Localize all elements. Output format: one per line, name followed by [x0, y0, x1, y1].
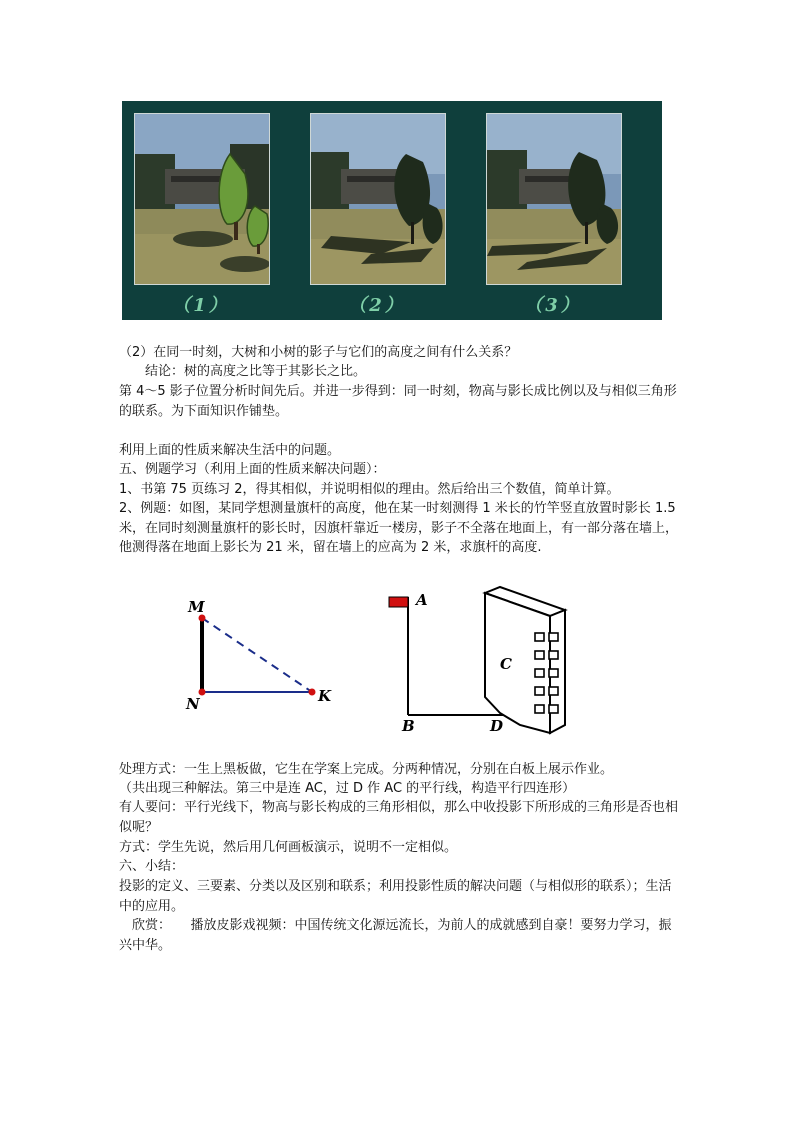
label-B: B	[402, 717, 415, 735]
question-2: （2）在同一时刻，大树和小树的影子与它们的高度之间有什么关系？	[119, 345, 518, 360]
example-2: 2、例题：如图，某同学想测量旗杆的高度，他在某一时刻测得 1 米长的竹竿竖直放置时影长 1.5 米，在同时刻测量旗杆的影长时，因旗杆靠近一楼房，影子不全落在地面上，有一部分落在墙上，他测得落在地面上影长为 21 米，留在墙上的应高为 2 米，求旗杆的高度.	[119, 501, 679, 555]
section-5-heading: 五、例题学习（利用上面的性质来解决问题）：	[119, 462, 386, 477]
flag-icon	[389, 597, 408, 607]
analysis-paragraph: 第 4～5 影子位置分析时间先后。并进一步得到：同一时刻，物高与影长成比例以及与相似三角形的联系。为下面知识作铺垫。	[119, 384, 677, 419]
point-K	[309, 689, 316, 696]
photo-1	[134, 113, 270, 285]
label-A: A	[416, 591, 428, 609]
label-C: C	[500, 655, 512, 673]
photo-label-1: （1）	[172, 295, 230, 316]
summary-paragraph: 投影的定义、三要素、分类以及区别和联系；利用投影性质的解决问题（与相似形的联系）；生活中的应用。	[119, 879, 672, 914]
handling-method: 处理方式：一生上黑板做，它生在学案上完成。分两种情况，分别在白板上展示作业。	[119, 762, 614, 777]
label-N: N	[186, 695, 200, 713]
ray-MK	[202, 618, 312, 692]
photo-2	[310, 113, 446, 285]
section-6-heading: 六、小结：	[119, 859, 185, 874]
transition-paragraph: 利用上面的性质来解决生活中的问题。	[119, 443, 341, 458]
photo-label-2: （2）	[348, 295, 406, 316]
label-M: M	[188, 598, 205, 616]
label-D: D	[490, 717, 504, 735]
central-projection-question: 有人要问：平行光线下，物高与影长构成的三角形相似，那么中收投影下所形成的三角形是否也相似呢？	[119, 800, 679, 835]
appreciation-paragraph: 欣赏： 播放皮影戏视频：中国传统文化源远流长，为前人的成就感到自豪！要努力学习，振兴中华。	[119, 918, 672, 953]
conclusion: 结论：树的高度之比等于其影长之比。	[119, 364, 367, 379]
photo-3	[486, 113, 622, 285]
geometry-diagrams	[180, 585, 580, 745]
photo-label-3: （3）	[524, 295, 582, 316]
solution-note: （共出现三种解法。第三中是连 AC，过 D 作 AC 的平行线，构造平行四连形）	[119, 781, 576, 796]
photo-panel	[122, 101, 662, 320]
method-note: 方式：学生先说，然后用几何画板演示，说明不一定相似。	[119, 840, 458, 855]
label-K: K	[318, 687, 332, 705]
exercise-1: 1、书第 75 页练习 2，得其相似，并说明相似的理由。然后给出三个数值，简单计算。	[119, 482, 620, 497]
